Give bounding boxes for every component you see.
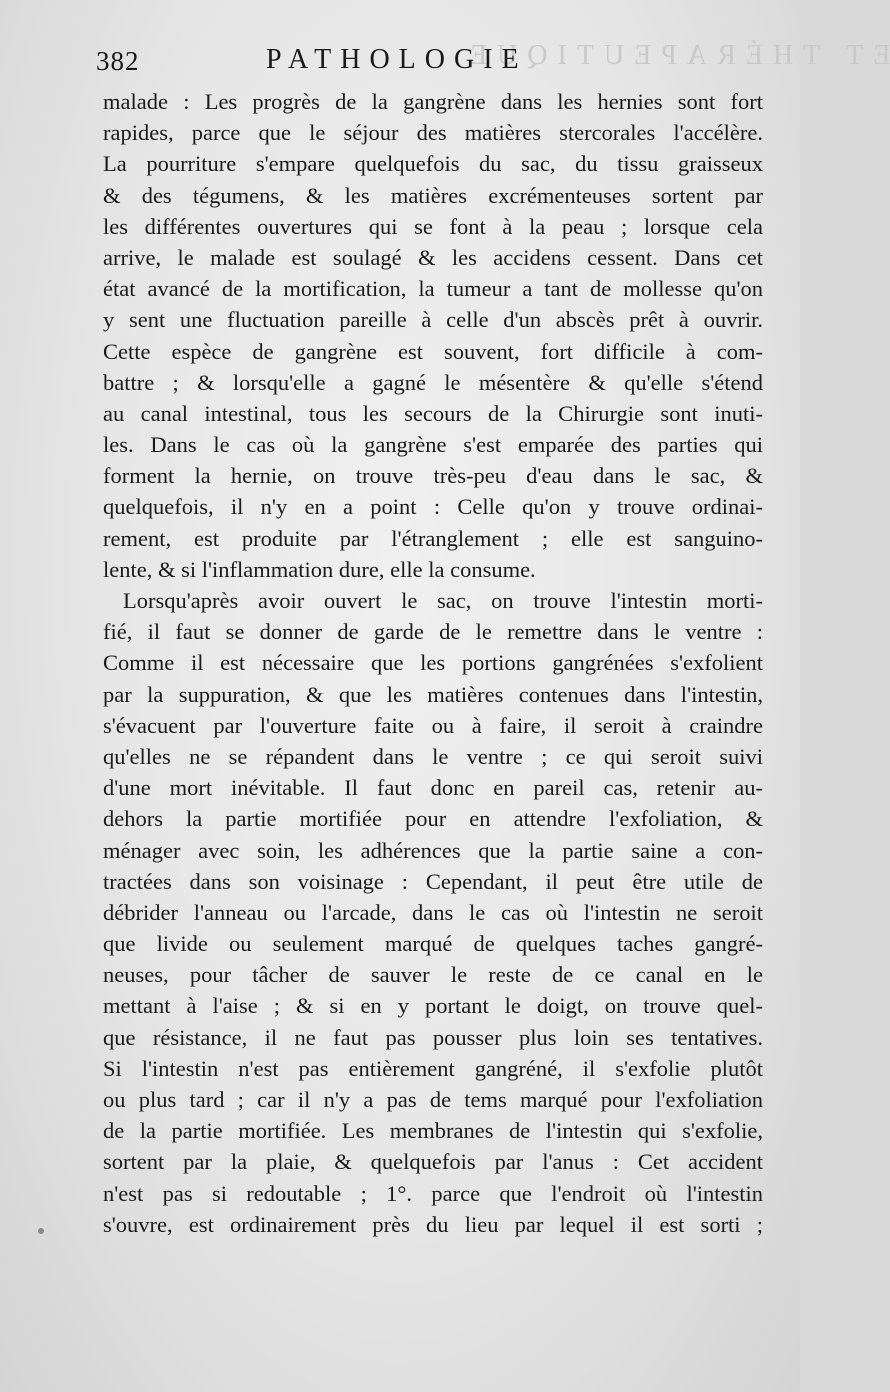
text-line: mettant à l'aise ; & si en y portant le doigt, on trouve quel- <box>103 993 763 1019</box>
ink-spot <box>38 1228 44 1234</box>
text-line: neuses, pour tâcher de sauver le reste de ce canal en le <box>103 962 763 988</box>
text-line: quelquefois, il n'y en a point : Celle qu'on y trouve ordinai- <box>103 494 763 520</box>
text-line: sortent par la plaie, & quelquefois par l'anus : Cet accident <box>103 1149 763 1175</box>
text-line: malade : Les progrès de la gangrène dans les hernies sont fort <box>103 89 763 114</box>
text-line: Si l'intestin n'est pas entièrement gangréné, il s'exfolie plutôt <box>103 1055 763 1081</box>
text-line: Comme il est nécessaire que les portions gangrénées s'exfolient <box>103 650 763 676</box>
text-line: s'évacuent par l'ouverture faite ou à faire, il seroit à craindre <box>103 712 763 738</box>
text-line: ménager avec soin, les adhérences que la partie saine a con- <box>103 837 763 863</box>
text-line: de la partie mortifiée. Les membranes de l'intestin qui s'exfolie, <box>103 1118 763 1144</box>
text-line: dehors la partie mortifiée pour en attendre l'exfoliation, & <box>103 806 763 832</box>
text-line: que résistance, il ne faut pas pousser plus loin ses tentatives. <box>103 1024 763 1050</box>
text-line: les différentes ouvertures qui se font à la peau ; lorsque cela <box>103 213 763 239</box>
show-through-text: ET THÉRAPEUTIQUE <box>460 40 890 71</box>
text-line: les. Dans le cas où la gangrène s'est emparée des parties qui <box>103 432 763 458</box>
text-line: La pourriture s'empare quelquefois du sac, du tissu graisseux <box>103 151 763 177</box>
body-text <box>103 86 763 1240</box>
text-line: arrive, le malade est soulagé & les accidens cessent. Dans cet <box>103 244 763 270</box>
running-head: PATHOLOGIE <box>266 44 528 75</box>
text-line: tractées dans son voisinage : Cependant, il peut être utile de <box>103 868 763 894</box>
text-line: n'est pas si redoutable ; 1°. parce que l'endroit où l'intestin <box>103 1180 763 1206</box>
text-line: état avancé de la mortification, la tumeur a tant de mollesse qu'on <box>103 276 763 302</box>
text-line: battre ; & lorsqu'elle a gagné le mésentère & qu'elle s'étend <box>103 369 763 395</box>
paragraph-end-line: lente, & si l'inflammation dure, elle la consume. <box>103 556 536 582</box>
page-number: 382 <box>96 46 140 76</box>
text-line: d'une mort inévitable. Il faut donc en pareil cas, retenir au- <box>103 775 763 801</box>
text-line: par la suppuration, & que les matières contenues dans l'intestin, <box>103 681 763 707</box>
text-line: fié, il faut se donner de garde de le remettre dans le ventre : <box>103 619 763 645</box>
text-line: ou plus tard ; car il n'y a pas de tems marqué pour l'exfoliation <box>103 1087 763 1112</box>
text-line: qu'elles ne se répandent dans le ventre ; ce qui seroit suivi <box>103 743 763 769</box>
text-line: Cette espèce de gangrène est souvent, fort difficile à com- <box>103 338 763 364</box>
text-line: au canal intestinal, tous les secours de la Chirurgie sont inuti- <box>103 400 763 426</box>
text-line: rement, est produite par l'étranglement ; elle est sanguino- <box>103 525 763 551</box>
text-line: que livide ou seulement marqué de quelques taches gangré- <box>103 931 763 957</box>
text-line: rapides, parce que le séjour des matières stercorales l'accélère. <box>103 120 763 146</box>
paragraph-start-line: Lorsqu'après avoir ouvert le sac, on trouve l'intestin morti- <box>123 588 763 613</box>
text-line: & des tégumens, & les matières excrémenteuses sortent par <box>103 182 763 208</box>
page-header <box>96 44 776 84</box>
text-line: s'ouvre, est ordinairement près du lieu par lequel il est sorti ; <box>103 1211 763 1237</box>
text-line: débrider l'anneau ou l'arcade, dans le cas où l'intestin ne seroit <box>103 899 763 925</box>
text-line: y sent une fluctuation pareille à celle d'un abscès prêt à ouvrir. <box>103 307 763 333</box>
text-line: forment la hernie, on trouve très-peu d'eau dans le sac, & <box>103 463 763 489</box>
